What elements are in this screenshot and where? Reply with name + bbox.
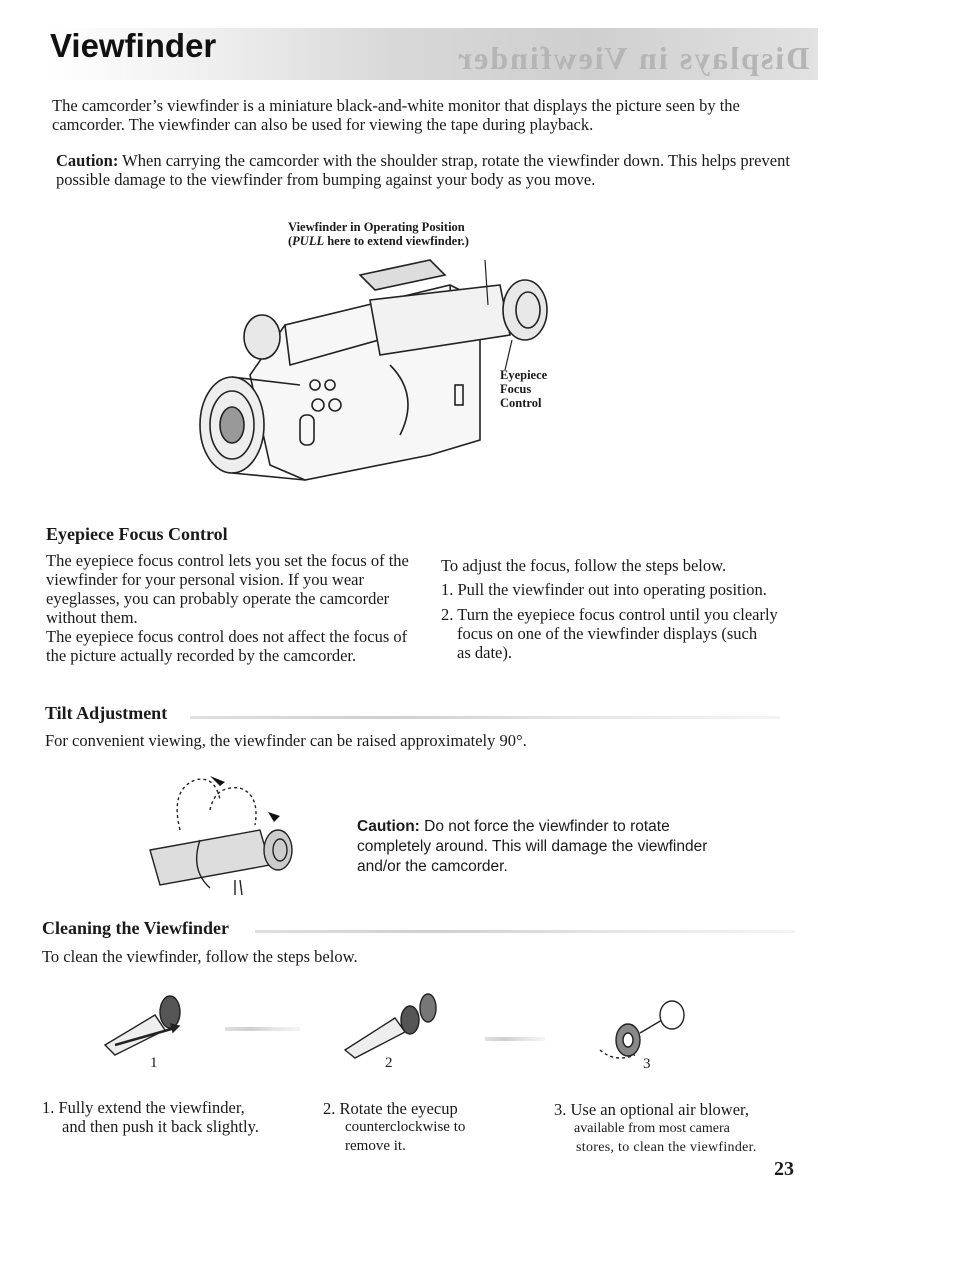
eyepiece-heading: Eyepiece Focus Control <box>46 524 228 544</box>
cleaning-step1-illustration <box>95 990 195 1060</box>
focus-step-2: 2. Turn the eyepiece focus control until you clearly focus on one of the viewfinder displays (such as date). <box>441 605 778 662</box>
step-arrow-1 <box>225 1027 300 1031</box>
tilt-caution-label: Caution: <box>357 818 420 835</box>
page-title: Viewfinder <box>50 27 217 64</box>
step-arrow-2 <box>485 1037 545 1041</box>
eyepiece-focus-callout: Eyepiece Focus Control <box>500 368 548 410</box>
cleaning-intro: To clean the viewfinder, follow the steps below. <box>42 947 358 966</box>
camcorder-illustration <box>190 245 560 485</box>
tilt-rule <box>190 716 780 719</box>
cleaning-step-2: 2. Rotate the eyecup counterclockwise to remove it. <box>323 1099 466 1154</box>
cleaning-fig-num-2: 2 <box>385 1055 393 1071</box>
cleaning-fig-num-3: 3 <box>643 1056 651 1072</box>
figure-label <box>288 220 508 248</box>
cleaning-step-1: 1. Fully extend the viewfinder, and then push it back slightly. <box>42 1098 259 1136</box>
focus-step-1: 1. Pull the viewfinder out into operating position. <box>441 580 767 599</box>
cleaning-step2-illustration <box>340 990 440 1060</box>
figure-label-line1: Viewfinder in Operating Position <box>288 220 465 234</box>
tilt-text: For convenient viewing, the viewfinder can be raised approximately 90°. <box>45 731 527 750</box>
cleaning-step3-illustration <box>590 995 690 1065</box>
cleaning-heading: Cleaning the Viewfinder <box>42 918 229 938</box>
intro-paragraph: The camcorder’s viewfinder is a miniature black-and-white monitor that displays the picture seen by the camcorder. The viewfinder can also be used for viewing the tape during playback. <box>52 96 740 134</box>
eyepiece-para2: The eyepiece focus control does not affect the focus of the picture actually recorded by the camcorder. <box>46 627 408 665</box>
eyepiece-para1: The eyepiece focus control lets you set the focus of the viewfinder for your personal vision. If you wear eyeglasses, you can probably operate the camcorder without them. <box>46 551 409 627</box>
tilt-caution: Caution: Do not force the viewfinder to rotate completely around. This will damage the viewfinder and/or the camcorder. <box>357 818 708 875</box>
page-number: 23 <box>774 1158 794 1180</box>
tilt-illustration <box>140 770 305 895</box>
title-mirror-text: Displays in Viewfinder <box>455 40 809 76</box>
caution-label: Caution: <box>56 151 119 170</box>
caution-text: When carrying the camcorder with the shoulder strap, rotate the viewfinder down. This helps prevent possible damage to the viewfinder from bumping against your body as you move. <box>56 151 790 189</box>
focus-steps-intro: To adjust the focus, follow the steps below. <box>441 556 727 575</box>
figure-label-line2: (PULL here to extend viewfinder.) <box>288 234 469 248</box>
cleaning-step-3: 3. Use an optional air blower, available from most camera stores, to clean the viewfinder. <box>554 1100 757 1155</box>
cleaning-fig-num-1: 1 <box>150 1055 158 1071</box>
pull-emphasis: PULL <box>292 234 325 248</box>
caution-paragraph <box>56 151 796 189</box>
tilt-heading: Tilt Adjustment <box>45 703 168 723</box>
cleaning-rule <box>255 930 795 933</box>
